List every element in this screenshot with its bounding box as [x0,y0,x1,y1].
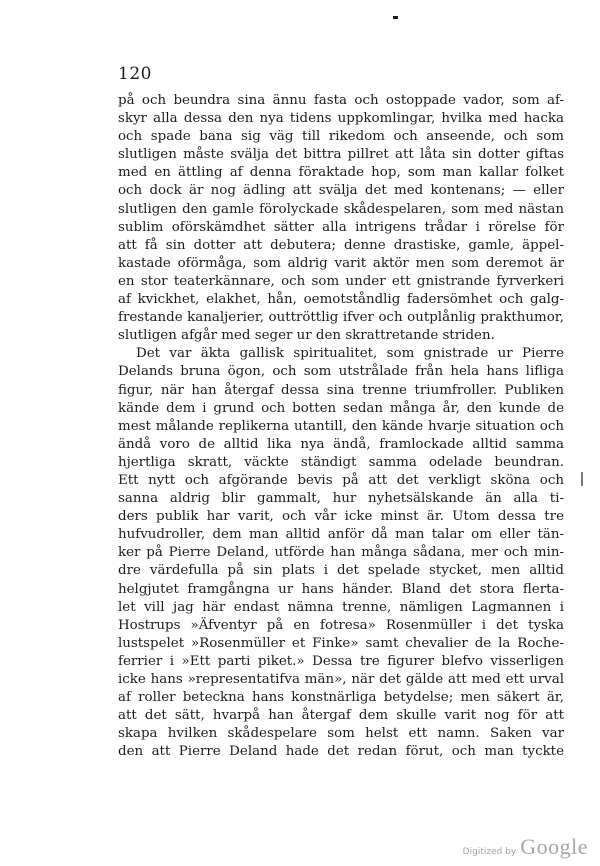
page-number: 120 [118,64,152,84]
text-line: att det sätt, hvarpå han återgaf dem skulle varit nog för att [118,708,564,724]
text-line: den att Pierre Deland hade det redan förut, och man tyckte [118,744,564,760]
text-line: Ett nytt och afgörande bevis på att det verkligt sköna och [118,472,564,488]
text-line: skyr alla dessa den nya tidens uppkomlingar, hvilka med hacka [118,111,564,127]
body-text [118,92,564,761]
text-line: på och beundra sina ännu fasta och ostoppade vador, som af- [118,93,564,108]
text-line: att få sin dotter att debutera; denne drastiske, gamle, äppel- [118,237,564,253]
text-line: kände dem i grund och botten sedan många år, den kunde de [118,400,564,416]
text-line: en stor teaterkännare, och som under ett gnistrande fyrverkeri [118,273,564,289]
text-line: slutligen den gamle förolyckade skådespelaren, som med nästan [118,201,564,217]
text-line: och spade bana sig väg till rikedom och anseende, och som [118,129,564,145]
text-line: Hostrups »Äfventyr på en fotresa» Rosenmüller i det tyska [118,617,564,633]
digitized-watermark [463,834,588,860]
text-line: icke hans »representatifva män», när det gälde att med ett urval [118,672,564,687]
watermark-prefix: Digitized by [462,847,517,857]
text-line: sanna aldrig blir gammalt, hur nyhetsälskande än alla ti- [118,491,564,507]
google-logo: Google [520,834,588,859]
text-line: ders publik har varit, och vår icke minst är. Utom dessa tre [118,509,564,525]
text-line: slutligen måste svälja det bittra pillret att låta sin dotter giftas [118,147,564,163]
margin-mark [581,472,583,486]
text-line: kastade oförmåga, som aldrig varit aktör men som deremot är [118,255,564,271]
text-line: och dock är nog ädling att svälja det med kontenans; — eller [118,183,564,199]
text-line: slutligen afgår med seger ur den skrattretande striden. [118,328,495,344]
text-line: frestande kanaljerier, outtröttlig ifver och outplånlig prakthumor, [118,310,564,326]
text-line: ferrier i »Ett parti piket.» Dessa tre figurer blefvo visserligen [118,653,564,669]
text-line: hjertliga skratt, väckte ständigt samma odelade beundran. [118,454,564,470]
text-line: lustspelet »Rosenmüller et Finke» samt chevalier de la Roche- [118,635,564,651]
text-line: mest målande replikerna utantill, den kände hvarje situation och [118,418,564,434]
text-line: hufvudroller, dem man alltid anför då man talar om eller tän- [118,527,564,543]
text-line: skapa hvilken skådespelare som helst ett namn. Saken var [118,726,564,742]
text-line: ändå voro de alltid lika nya ändå, framlockade alltid samma [118,436,564,452]
text-line: af kvickhet, elakhet, hån, oemotståndlig fadersömhet och galg- [118,292,564,308]
text-line: let vill jag här endast nämna trenne, nämligen Lagmannen i [118,599,564,615]
text-line: ker på Pierre Deland, utförde han många sådana, mer och min- [118,545,564,561]
text-line: af roller beteckna hans konstnärliga betydelse; men säkert är, [118,690,564,706]
text-line: sublim oförskämdhet sätter alla intrigens trådar i rörelse för [118,219,564,235]
text-line: helgjutet framgångna ur hans händer. Bland det stora flerta- [118,581,564,597]
text-line: figur, när han återgaf dessa sina trenne triumfroller. Publiken [118,382,564,398]
text-line: med en ättling af denna föraktade hop, som man kallar folket [118,165,564,181]
text-line: Delands bruna ögon, och som utstrålade från hela hans lifliga [118,364,564,380]
top-mark [393,16,398,19]
text-line: Det var äkta gallisk spiritualitet, som gnistrade ur Pierre [136,346,564,362]
text-line: dre värdefulla på sin plats i det spelade stycket, men alltid [118,563,564,579]
